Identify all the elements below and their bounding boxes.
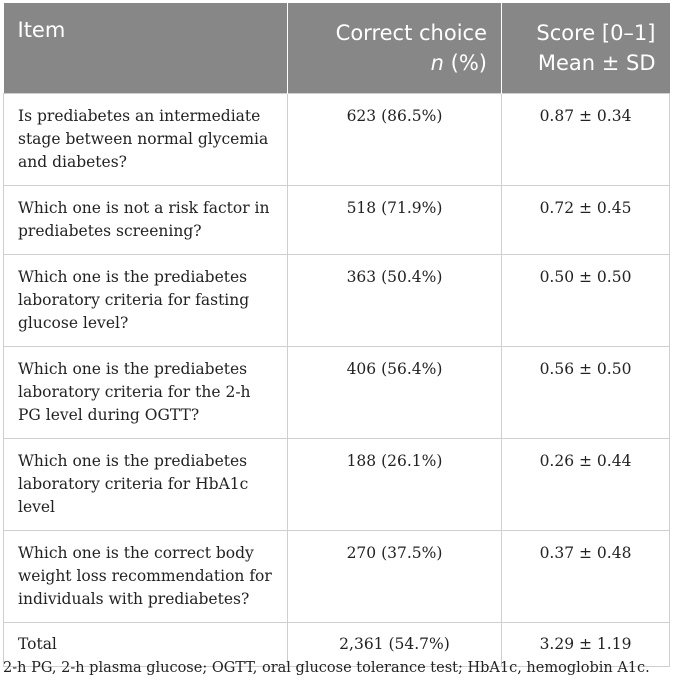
- correct-choice-cell: 363 (50.4%): [288, 255, 502, 347]
- header-correct-choice: [288, 3, 502, 94]
- table-footnote: 2-h PG, 2-h plasma glucose; OGTT, oral glucose tolerance test; HbA1c, hemoglobin A1c.: [3, 660, 650, 676]
- results-table: [3, 3, 670, 667]
- table-row: [4, 531, 670, 623]
- table-row: [4, 347, 670, 439]
- score-cell: 0.37 ± 0.48: [502, 531, 670, 623]
- header-correct-line1: Correct choice: [335, 21, 487, 45]
- score-cell: 0.72 ± 0.45: [502, 186, 670, 255]
- score-cell: 0.26 ± 0.44: [502, 439, 670, 531]
- results-table-container: [3, 3, 669, 667]
- score-cell: 0.50 ± 0.50: [502, 255, 670, 347]
- correct-choice-cell: 623 (86.5%): [288, 94, 502, 186]
- header-item: Item: [4, 3, 288, 94]
- score-cell: 0.87 ± 0.34: [502, 94, 670, 186]
- table-row: [4, 439, 670, 531]
- correct-choice-cell: 406 (56.4%): [288, 347, 502, 439]
- item-cell: Which one is the correct body weight loss recommendation for individuals with prediabetes?: [4, 531, 288, 623]
- table-row: [4, 186, 670, 255]
- header-correct-percent: (%): [443, 51, 487, 75]
- header-correct-n: n: [430, 51, 444, 75]
- header-score-line1: Score [0–1]: [536, 21, 656, 45]
- table-row: [4, 255, 670, 347]
- header-score-line2: Mean ± SD: [537, 51, 656, 75]
- item-cell: Is prediabetes an intermediate stage between normal glycemia and diabetes?: [4, 94, 288, 186]
- item-cell: Which one is the prediabetes laboratory criteria for fasting glucose level?: [4, 255, 288, 347]
- correct-choice-cell: 188 (26.1%): [288, 439, 502, 531]
- table-row: [4, 94, 670, 186]
- total-correct-choice-cell: 2,361 (54.7%): [288, 623, 502, 667]
- total-score-cell: 3.29 ± 1.19: [502, 623, 670, 667]
- item-cell: Which one is the prediabetes laboratory criteria for HbA1c level: [4, 439, 288, 531]
- header-row: [4, 3, 670, 94]
- table-body: [4, 94, 670, 667]
- header-score: [502, 3, 670, 94]
- item-cell: Which one is not a risk factor in prediabetes screening?: [4, 186, 288, 255]
- item-cell: Which one is the prediabetes laboratory criteria for the 2-h PG level during OGTT?: [4, 347, 288, 439]
- table-header: [4, 3, 670, 94]
- correct-choice-cell: 270 (37.5%): [288, 531, 502, 623]
- score-cell: 0.56 ± 0.50: [502, 347, 670, 439]
- total-label-cell: Total: [4, 623, 288, 667]
- correct-choice-cell: 518 (71.9%): [288, 186, 502, 255]
